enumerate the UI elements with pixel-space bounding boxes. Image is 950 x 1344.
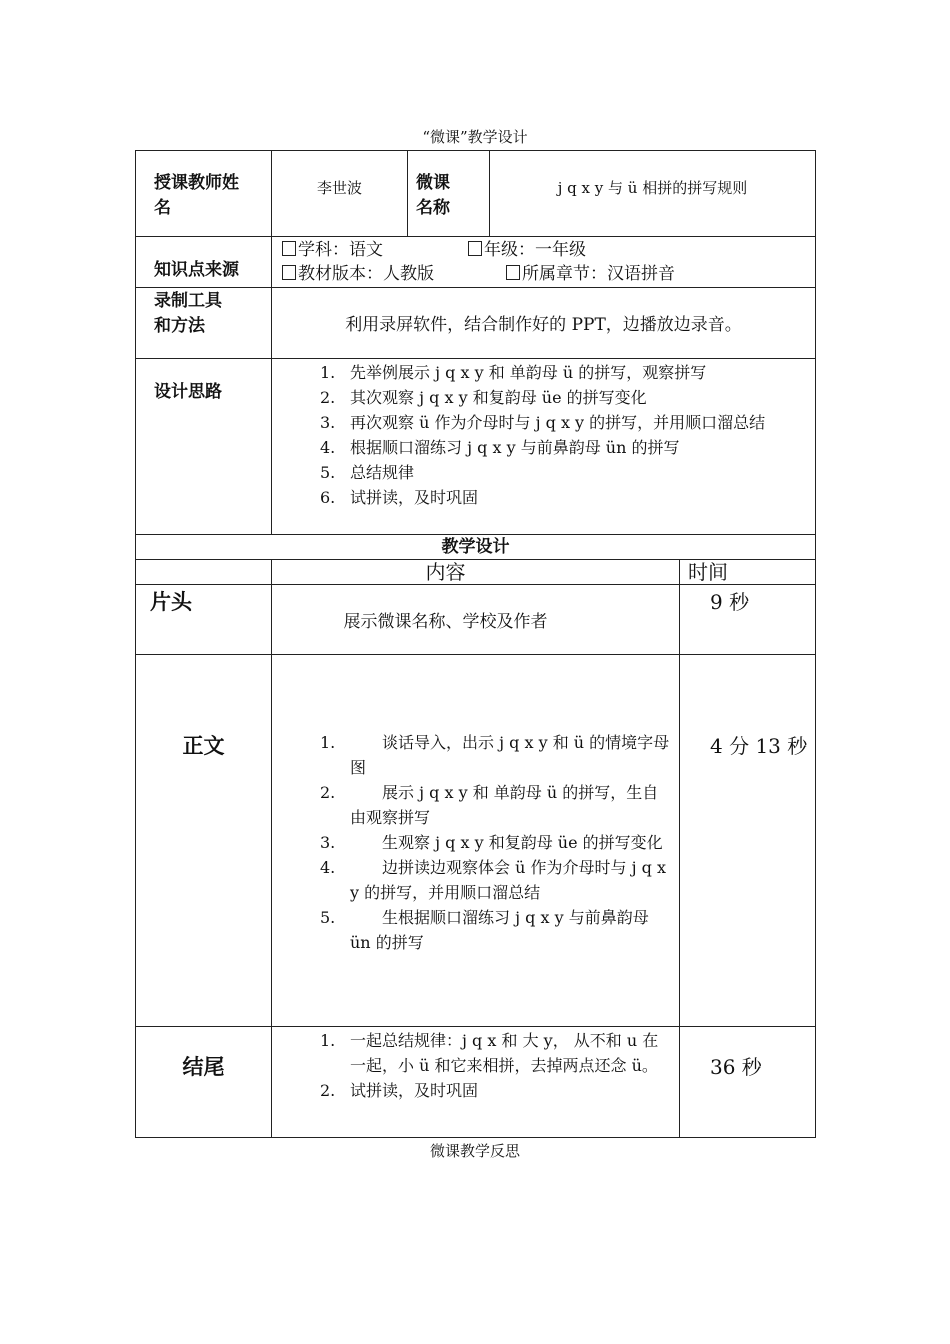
source-row: [136, 237, 816, 288]
time-header-cell: [680, 560, 816, 585]
list-item: 4. 边拼读边观察体会 ü 作为介母时与 j q x y 的拼写，并用顺口溜总结: [320, 858, 666, 902]
list-item: 6. 试拼读，及时巩固: [320, 488, 479, 507]
source-label-cell: [136, 237, 272, 288]
design-row: [136, 359, 816, 535]
list-item: 1. 谈话导入，出示 j q x y 和 ü 的情境字母图: [320, 733, 670, 777]
source-label: 知识点来源: [154, 260, 239, 280]
opening-label-cell: [136, 585, 272, 655]
design-label: 设计思路: [154, 382, 222, 402]
subject-text: 学科：语文: [298, 240, 383, 260]
list-item: 4. 根据顺口溜练习 j q x y 与前鼻韵母 ün 的拼写: [320, 438, 680, 457]
teacher-name: 李世波: [316, 179, 362, 197]
checkbox-icon: [282, 241, 296, 256]
section-title-cell: [136, 535, 816, 560]
teacher-label: 授课教师姓名: [154, 173, 239, 218]
design-list: [272, 359, 815, 510]
column-header-row: [136, 560, 816, 585]
list-item: 2. 展示 j q x y 和 单韵母 ü 的拼写，生自由观察拼写: [320, 783, 659, 827]
checkbox-icon: [506, 265, 520, 280]
header-row: [136, 151, 816, 237]
time-header: 时间: [688, 560, 728, 584]
body-time-cell: [680, 655, 816, 1027]
content-header-cell: [272, 560, 680, 585]
subject-field: [282, 238, 383, 262]
tools-text: 利用录屏软件，结合制作好的 PPT，边播放边录音。: [345, 315, 742, 335]
opening-content-cell: [272, 585, 680, 655]
chapter-text: 所属章节：汉语拼音: [522, 264, 675, 284]
body-label: 正文: [182, 734, 225, 758]
list-item: 1. 一起总结规律：j q x 和 大 y， 从不和 u 在一起，小 ü 和它来相拼，去掉两点还念 ü。: [320, 1031, 659, 1075]
body-list-cell: [272, 655, 680, 1027]
body-time: 4 分 13 秒: [710, 734, 808, 758]
source-values-cell: [272, 237, 816, 288]
ending-time: 36 秒: [710, 1055, 762, 1079]
opening-time-cell: [680, 585, 816, 655]
checkbox-icon: [282, 265, 296, 280]
ending-list-cell: [272, 1027, 680, 1138]
grade-text: 年级：一年级: [484, 240, 586, 260]
tools-label-cell: [136, 288, 272, 359]
ending-row: [136, 1027, 816, 1138]
course-name: j q x y 与 ü 相拼的拼写规则: [557, 179, 748, 197]
tools-text-cell: [272, 288, 816, 359]
course-label-cell: [408, 151, 490, 237]
grade-field: [468, 238, 586, 262]
opening-time: 9 秒: [710, 590, 750, 614]
list-item: 3. 生观察 j q x y 和复韵母 üe 的拼写变化: [320, 833, 663, 852]
ending-label: 结尾: [182, 1055, 225, 1079]
chapter-field: [506, 262, 675, 286]
tools-row: [136, 288, 816, 359]
reflection-heading: 微课教学反思: [429, 1142, 520, 1160]
checkbox-icon: [468, 241, 482, 256]
opening-content: 展示微课名称、学校及作者: [343, 612, 548, 632]
ending-list: [272, 1027, 679, 1103]
design-list-cell: [272, 359, 816, 535]
lesson-design-table: [135, 150, 816, 1138]
edition-text: 教材版本：人教版: [298, 264, 434, 284]
opening-label: 片头: [150, 590, 192, 614]
ending-label-cell: [136, 1027, 272, 1138]
teacher-label-cell: [136, 151, 272, 237]
list-item: 5. 总结规律: [320, 463, 415, 482]
body-label-cell: [136, 655, 272, 1027]
opening-row: [136, 585, 816, 655]
course-label: 微课名称: [416, 173, 450, 218]
list-item: 5. 生根据顺口溜练习 j q x y 与前鼻韵母 ün 的拼写: [320, 908, 649, 952]
section-title-row: [136, 535, 816, 560]
ending-time-cell: [680, 1027, 816, 1138]
design-label-cell: [136, 359, 272, 535]
list-item: 1. 先举例展示 j q x y 和 单韵母 ü 的拼写，观察拼写: [320, 363, 707, 382]
section-title: 教学设计: [441, 537, 510, 557]
list-item: 2. 其次观察 j q x y 和复韵母 üe 的拼写变化: [320, 388, 647, 407]
document-title: “微课”教学设计: [422, 128, 528, 146]
list-item: 2. 试拼读，及时巩固: [320, 1081, 479, 1100]
content-header: 内容: [425, 560, 466, 584]
body-row: [136, 655, 816, 1027]
list-item: 3. 再次观察 ü 作为介母时与 j q x y 的拼写，并用顺口溜总结: [320, 413, 766, 432]
tools-label: 录制工具和方法: [154, 291, 222, 336]
teacher-name-cell: [272, 151, 408, 237]
edition-field: [282, 262, 434, 286]
body-list: [272, 655, 679, 955]
course-name-cell: [490, 151, 816, 237]
